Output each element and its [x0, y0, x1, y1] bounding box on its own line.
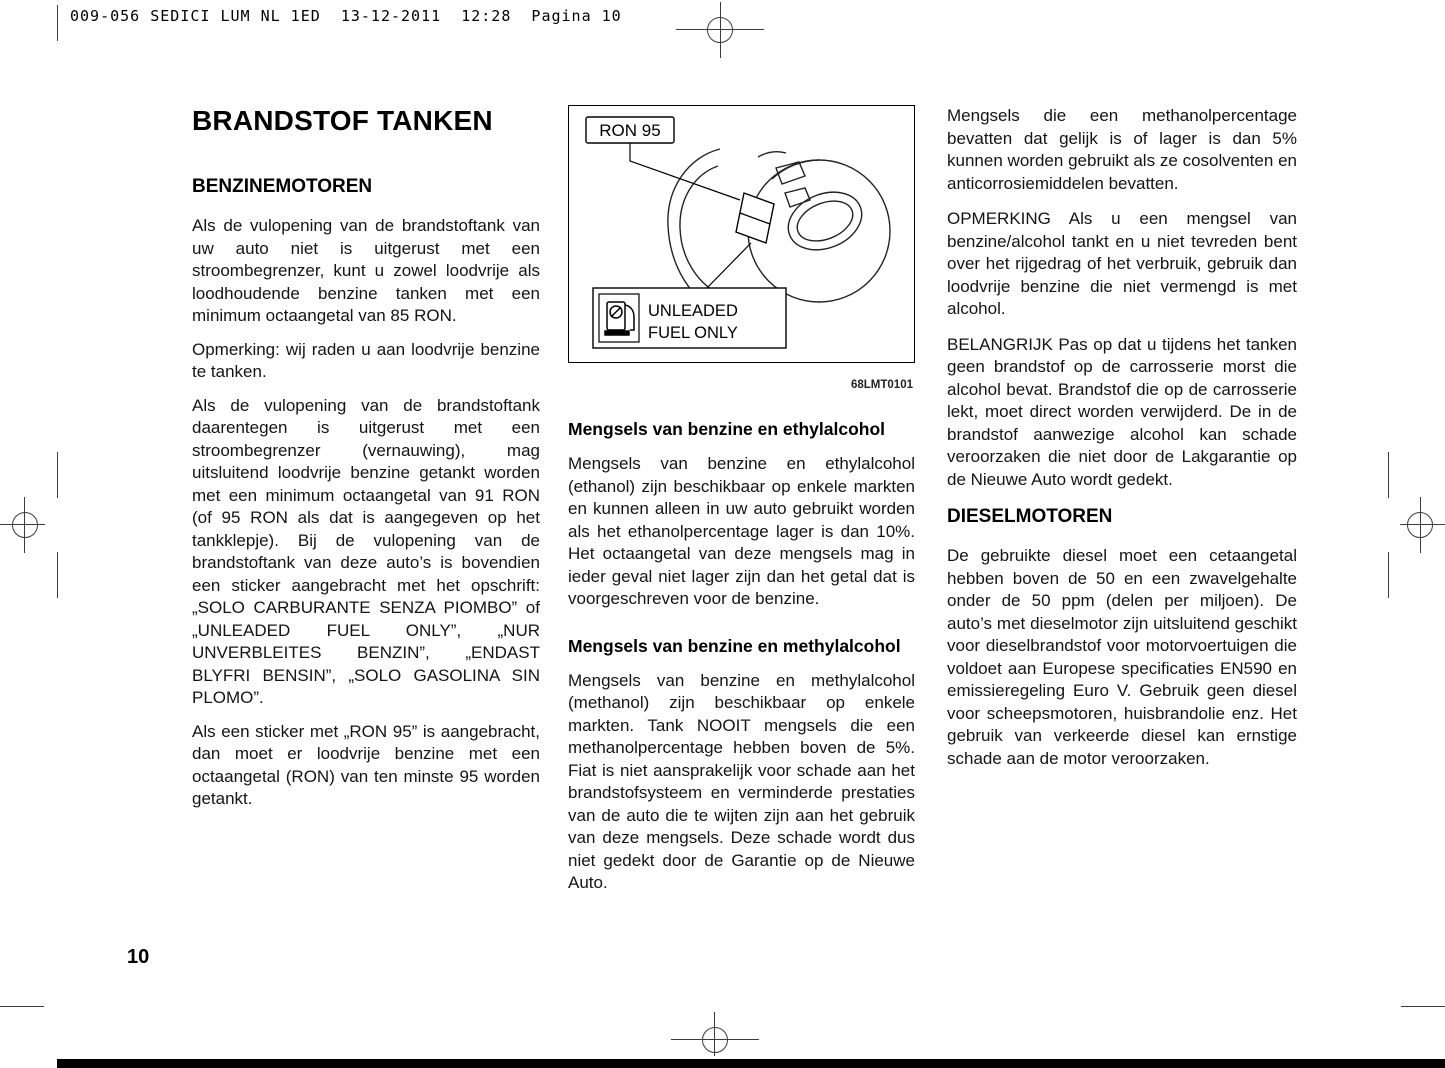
paragraph-benzine-3: Als een sticker met „RON 95” is aangebracht, dan moet er loodvrije benzine met een octaangetal (RON) van ten minste 95 worden getankt.: [192, 721, 540, 808]
page-title: BRANDSTOF TANKEN: [192, 105, 493, 136]
unleaded-label-line1: UNLEADED: [648, 302, 738, 320]
paragraph-benzine-2: Als de vulopening van de brandstoftank daarentegen is uitgerust met een stroombegrenzer (vernauwing), mag uitsluitend loodvrije benzine getankt worden met een minimum octaangetal van 91 RON (of 95 RON als dat is aangegeven op het tankklepje). Bij de vulopening van de brandstoftank van deze auto’s is bovendien een sticker aangebracht met het opschrift: „SOLO CARBURANTE SENZA PIOMBO” of „UNLEADED FUEL ONLY”, „NUR UNVERBLEITES BENZIN”, „ENDAST BLYFRI BENSIN”, „SOLO GASOLINA SIN PLOMO”.: [192, 395, 540, 707]
middle-column: [568, 105, 915, 919]
page-number: 10: [127, 946, 150, 968]
ron95-label-box: [586, 117, 674, 143]
right-column: [947, 105, 1297, 783]
print-bar: [57, 1059, 1445, 1068]
paragraph-opmerking: OPMERKING Als u een mengsel van benzine/alcohol tankt en u niet tevreden bent over het rijgedrag of het verbruik, gebruik dan loodvrije benzine die niet vermengd is met alcohol.: [947, 209, 1297, 318]
unleaded-label-line2: FUEL ONLY: [648, 324, 738, 342]
paragraph-diesel: De gebruikte diesel moet een cetaangetal hebben boven de 50 en een zwavelgehalte onder de 50 ppm (delen per miljoen). De auto’s met dieselmotor zijn uitsluitend geschikt voor dieselbrandstof voor motorvoertuigen die voldoet aan Europese specificaties EN590 en emissieregeling Euro V. Gebruik geen diesel voor scheepsmotoren, huisbrandolie enz. Het gebruik van verkeerde diesel kan ernstige schade aan de motor veroorzaken.: [947, 546, 1297, 768]
heading-benzinemotoren: BENZINEMOTOREN: [192, 176, 373, 197]
heading-ethylalcohol: Mengsels van benzine en ethylalcohol: [568, 419, 886, 439]
unleaded-label-box: [593, 288, 786, 348]
paragraph-methylalcohol: Mengsels van benzine en methylalcohol (methanol) zijn beschikbaar op enkele markten. Tank NOOIT mengsels die een methanolpercentage hebben boven de 5%. Fiat is niet aansprakelijk voor schade aan het brandstofsysteem en verminderde prestaties van de auto die te wijten zijn aan het gebruik van deze mengsels. Deze schade wordt dus niet gedekt door de Garantie op de Nieuwe Auto.: [568, 670, 915, 892]
heading-dieselmotoren: DIESELMOTOREN: [947, 506, 1113, 527]
paragraph-benzine-1: Als de vulopening van de brandstoftank van uw auto niet is uitgerust met een stroombegrenzer, kunt u zowel loodvrije als loodhoudende benzine tanken met een minimum octaangetal van 85 RON.: [192, 216, 540, 325]
paragraph-methanol-limit: Mengsels die een methanolpercentage bevatten dat gelijk is of lager is dan 5% kunnen worden gebruikt als ze cosolventen en anticorrosiemiddelen bevatten.: [947, 106, 1297, 193]
ron95-label: RON 95: [599, 121, 661, 140]
paragraph-benzine-note: Opmerking: wij raden u aan loodvrije benzine te tanken.: [192, 339, 540, 381]
figure-caption: 68LMT0101: [850, 378, 913, 391]
heading-methylalcohol: Mengsels van benzine en methylalcohol: [568, 635, 901, 656]
paragraph-ethylalcohol: Mengsels van benzine en ethylalcohol (ethanol) zijn beschikbaar op enkele markten en kunnen alleen in uw auto gebruikt worden als het ethanolpercentage lager is dan 10%. Het octaangetal van deze mengsels mag in ieder geval niet lager zijn dan het getal dat is voorgeschreven voor de benzine.: [568, 454, 915, 608]
left-column: [192, 105, 540, 822]
paragraph-belangrijk: BELANGRIJK Pas op dat u tijdens het tanken geen brandstof op de carrosserie morst die alcohol bevat. Brandstof die op de carrosserie lekt, moet direct worden verwijderd. De in de brandstof aanwezige alcohol kan schade veroorzaken die niet door de Lakgarantie op de Nieuwe Auto wordt gedekt.: [947, 334, 1297, 489]
fuel-cap-illustration: [568, 105, 915, 363]
print-header: 009-056 SEDICI LUM NL 1ED 13-12-2011 12:28 Pagina 10: [70, 7, 622, 25]
figure-fuel-filler: [568, 105, 915, 370]
